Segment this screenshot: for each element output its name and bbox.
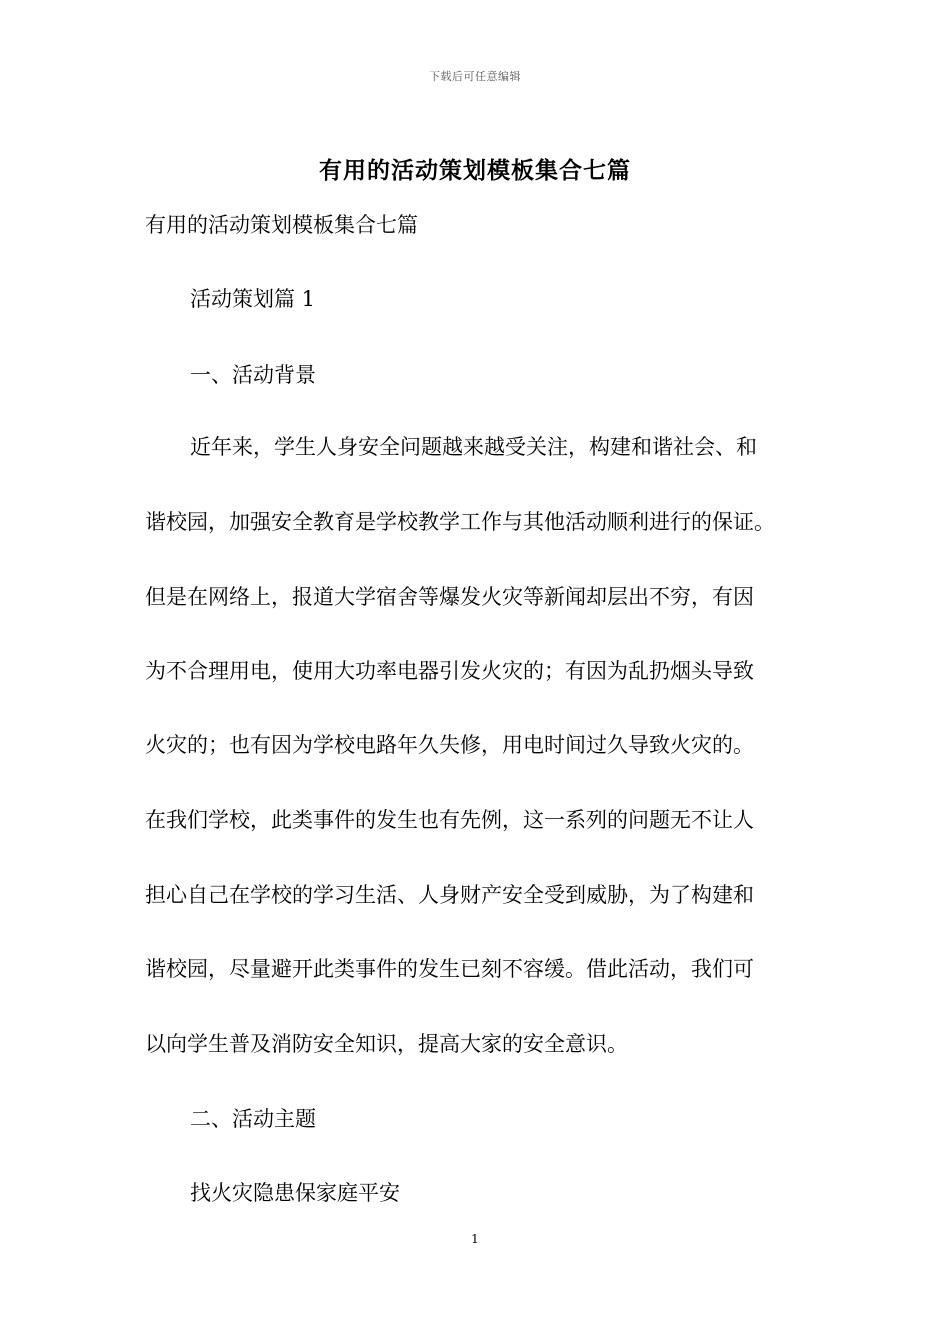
paragraph-line: 火灾的；也有因为学校电路年久失修，用电时间过久导致火灾的。 [145,733,754,757]
heading-background: 一、活动背景 [190,363,316,387]
paragraph-line: 但是在网络上，报道大学宿舍等爆发火灾等新闻却层出不穷，有因 [145,585,754,609]
document-title: 有用的活动策划模板集合七篇 [319,157,631,184]
paragraph-line: 在我们学校，此类事件的发生也有先例，这一系列的问题无不让人 [145,808,754,832]
paragraph-line: 近年来，学生人身安全问题越来越受关注，构建和谐社会、和 [190,435,757,459]
paragraph-line: 谐校园，加强安全教育是学校教学工作与其他活动顺利进行的保证。 [145,510,775,534]
paragraph-line: 担心自己在学校的学习生活、人身财产安全受到威胁，为了构建和 [145,883,754,907]
paragraph-line: 谐校园，尽量避开此类事件的发生已刻不容缓。借此活动，我们可 [145,957,754,981]
paragraph-line: 以向学生普及消防安全知识，提高大家的安全意识。 [145,1032,628,1056]
page-header: 下载后可任意编辑 [429,70,521,83]
paragraph-line: 为不合理用电，使用大功率电器引发火灾的；有因为乱扔烟头导致 [145,659,754,683]
document-subtitle: 有用的活动策划模板集合七篇 [145,213,418,237]
page-number: 1 [471,1232,479,1246]
heading-theme: 二、活动主题 [190,1107,316,1131]
section-label: 活动策划篇 1 [190,287,316,311]
theme-text: 找火灾隐患保家庭平安 [190,1181,400,1205]
